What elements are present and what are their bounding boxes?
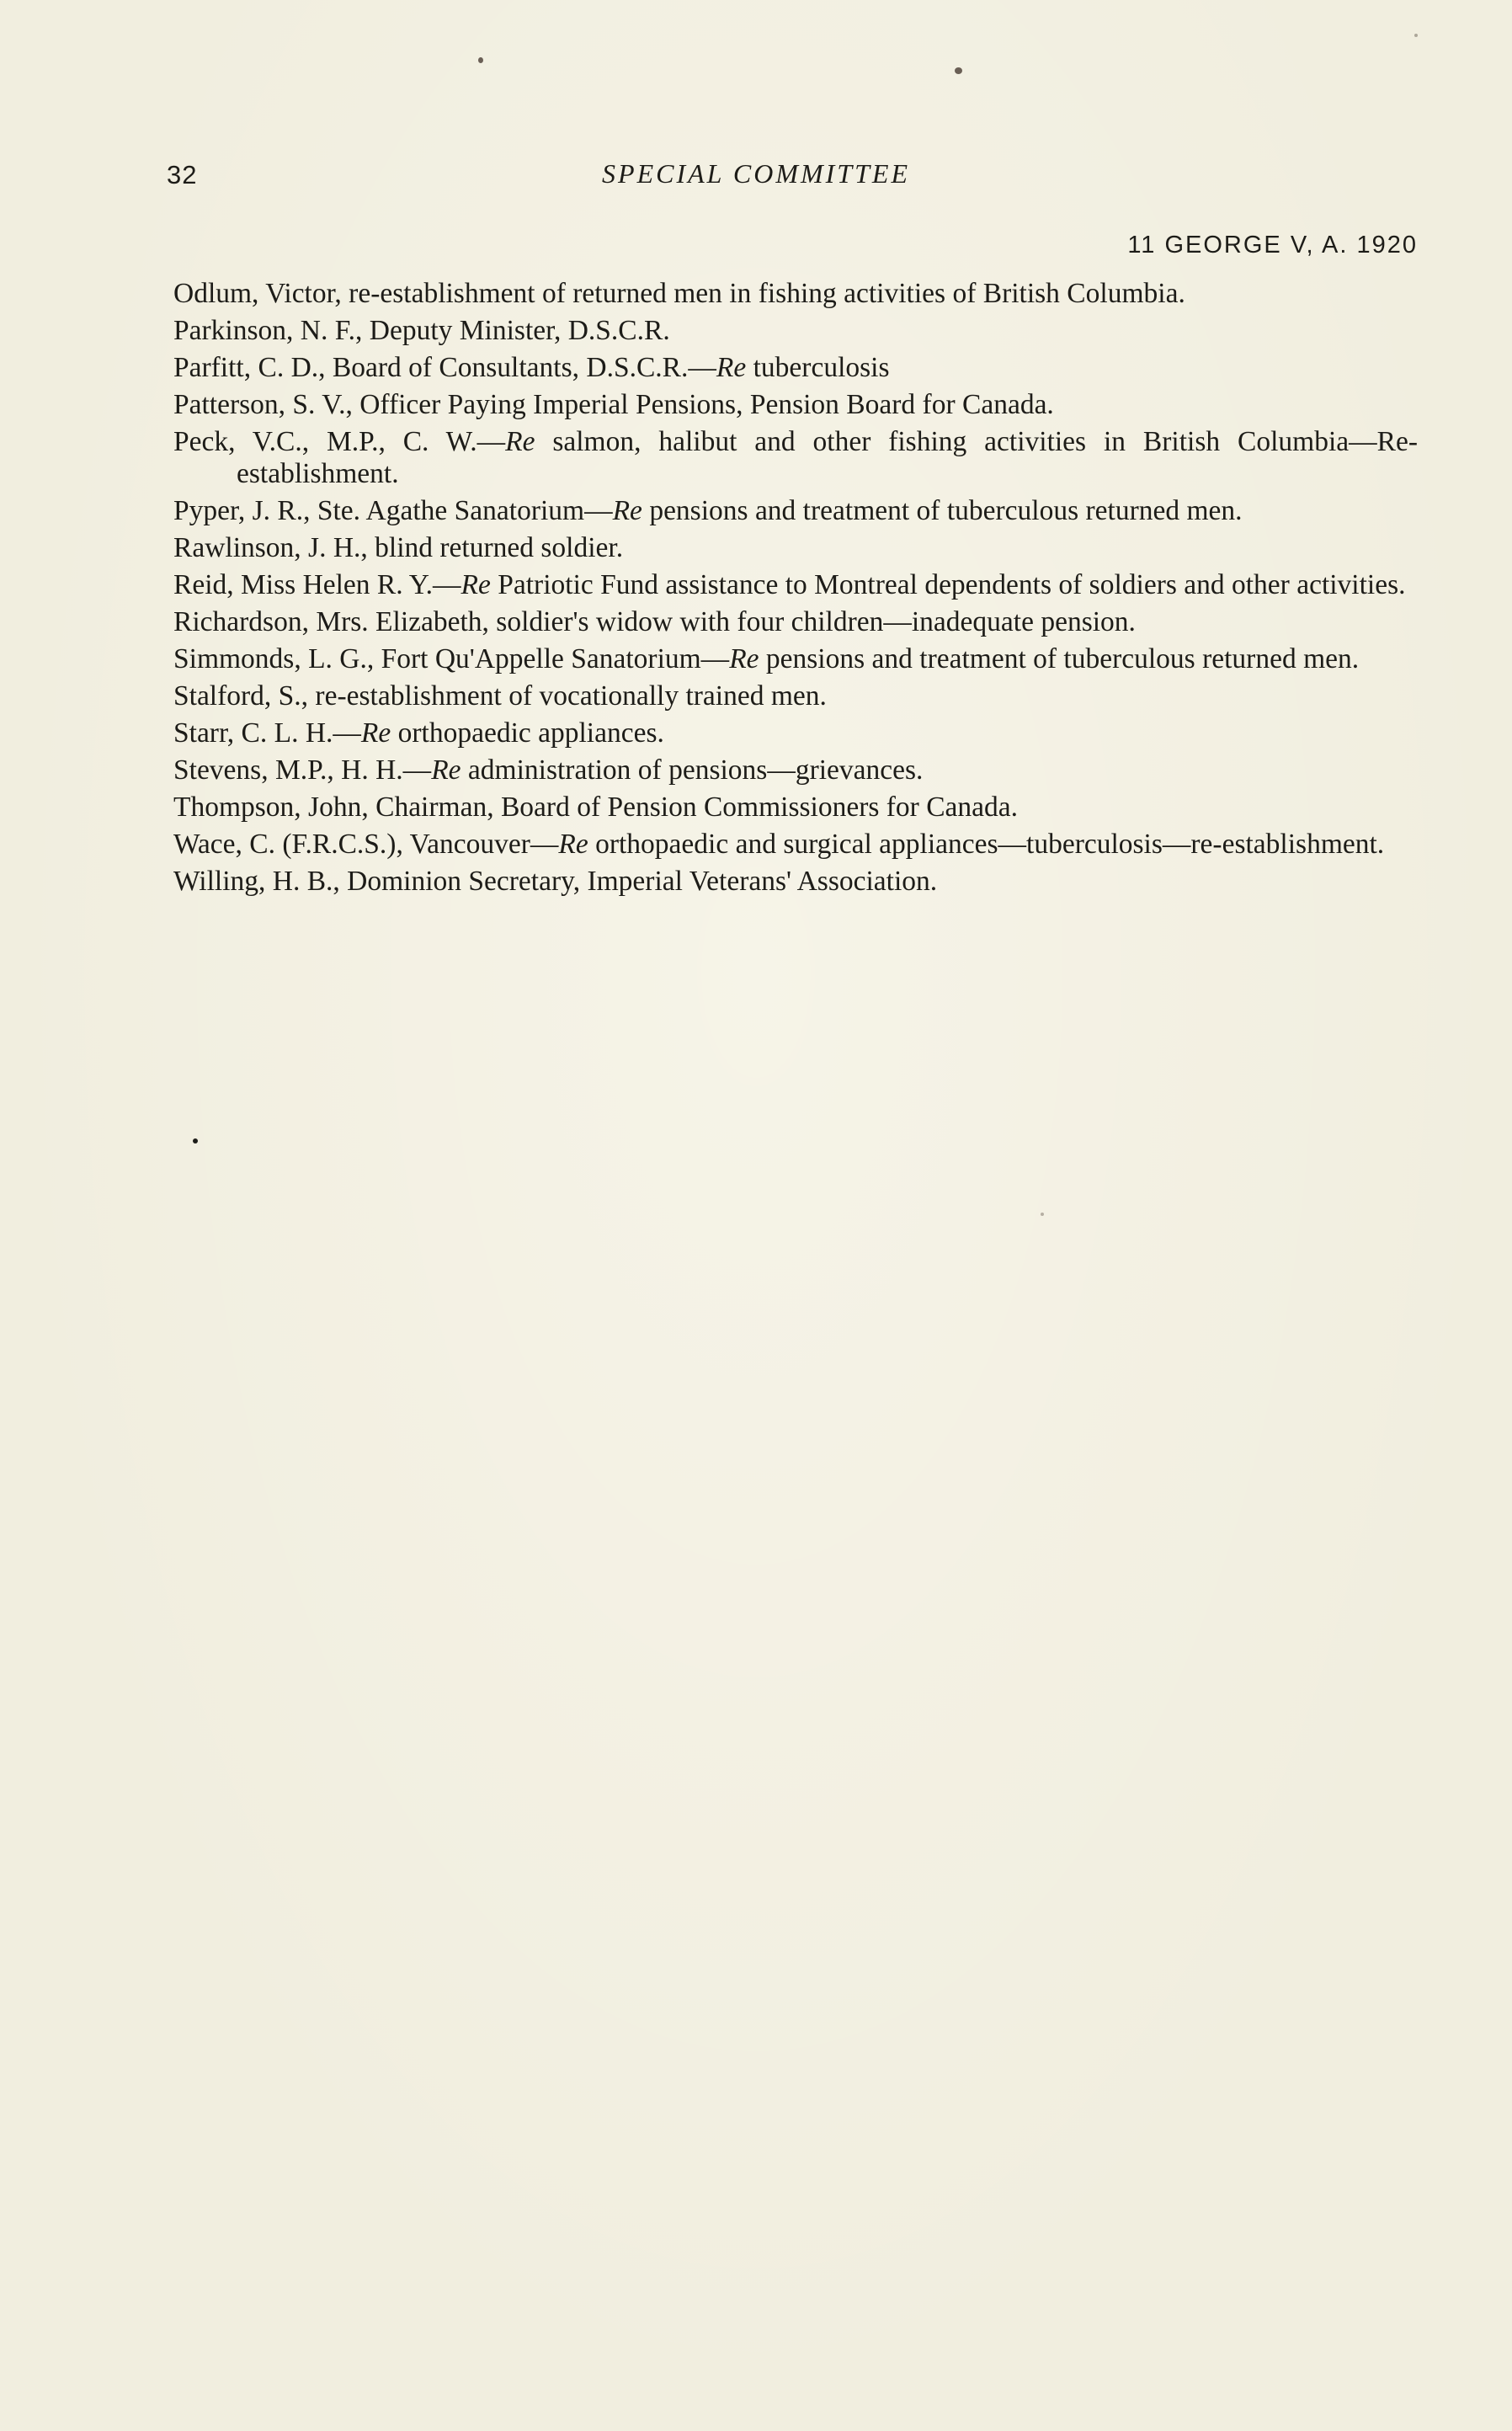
entry-text: Richardson, Mrs. Elizabeth, soldier's widow with four children—inadequate pension. (173, 606, 1136, 637)
entry-re: Re (360, 717, 391, 749)
entry-text: Parkinson, N. F., Deputy Minister, D.S.C.R. (173, 315, 670, 346)
entry-text: Parfitt, C. D., Board of Consultants, D.S.C.R.— (173, 352, 716, 383)
list-item (173, 278, 1418, 310)
entry-text: Stalford, S., re-establishment of vocationally trained men. (173, 680, 827, 712)
entry-subject: orthopaedic and surgical appliances—tuberculosis—re-establishment. (588, 829, 1385, 860)
paper-speck (1414, 34, 1418, 37)
list-item (173, 792, 1418, 824)
stray-dot (193, 1138, 198, 1144)
list-item (173, 606, 1418, 638)
list-item (173, 569, 1418, 601)
entry-subject: pensions and treatment of tuberculous returned men. (642, 495, 1243, 526)
list-item (173, 866, 1418, 898)
entry-text: Peck, V.C., M.P., C. W.— (173, 426, 506, 457)
running-head: SPECIAL COMMITTEE (602, 158, 910, 189)
entry-subject: orthopaedic appliances. (391, 717, 664, 749)
list-item (173, 352, 1418, 384)
list-item (173, 389, 1418, 421)
entry-re: Re (612, 495, 642, 526)
entry-text: Pyper, J. R., Ste. Agathe Sanatorium— (173, 495, 613, 526)
entry-re: Re (431, 754, 461, 786)
entry-text: Wace, C. (F.R.C.S.), Vancouver— (173, 829, 559, 860)
paper-speck (1041, 1213, 1044, 1216)
entry-text: Starr, C. L. H.— (173, 717, 361, 749)
list-item (173, 717, 1418, 749)
entry-subject: Patriotic Fund assistance to Montreal dependents of soldiers and other activities. (490, 569, 1406, 600)
entry-subject: tuberculosis (746, 352, 890, 383)
entry-re: Re (461, 569, 491, 600)
entry-text: Thompson, John, Chairman, Board of Pension Commissioners for Canada. (173, 792, 1019, 823)
entry-re: Re (716, 352, 747, 383)
entry-subject: administration of pensions—grievances. (461, 754, 924, 786)
entry-text: Willing, H. B., Dominion Secretary, Imperial Veterans' Association. (173, 866, 938, 897)
entry-text: Odlum, Victor, re-establishment of returned men in fishing activities of British Columbia. (173, 278, 1185, 309)
paper-speck (955, 67, 962, 74)
entry-text: Reid, Miss Helen R. Y.— (173, 569, 461, 600)
entry-text: Stevens, M.P., H. H.— (173, 754, 432, 786)
entry-re: Re (505, 426, 535, 457)
entry-text: Simmonds, L. G., Fort Qu'Appelle Sanatorium— (173, 643, 730, 674)
list-item (173, 315, 1418, 347)
entry-subject: pensions and treatment of tuberculous returned men. (759, 643, 1360, 674)
list-item (173, 829, 1418, 861)
page-number: 32 (167, 160, 198, 189)
paper-speck (478, 57, 483, 63)
entry-re: Re (729, 643, 759, 674)
list-item (173, 532, 1418, 564)
list-item (173, 754, 1418, 786)
session-line: 11 GEORGE V, A. 1920 (1127, 232, 1418, 259)
entry-subject: salmon, halibut and other fishing activities in British Columbia—Re-establishment. (237, 426, 1418, 489)
list-item (173, 643, 1418, 675)
list-item (173, 680, 1418, 712)
list-item (173, 495, 1418, 527)
list-item (173, 426, 1418, 490)
entry-text: Patterson, S. V., Officer Paying Imperial Pensions, Pension Board for Canada. (173, 389, 1054, 420)
entry-re: Re (558, 829, 588, 860)
entry-text: Rawlinson, J. H., blind returned soldier. (173, 532, 624, 563)
witness-list (173, 278, 1418, 903)
